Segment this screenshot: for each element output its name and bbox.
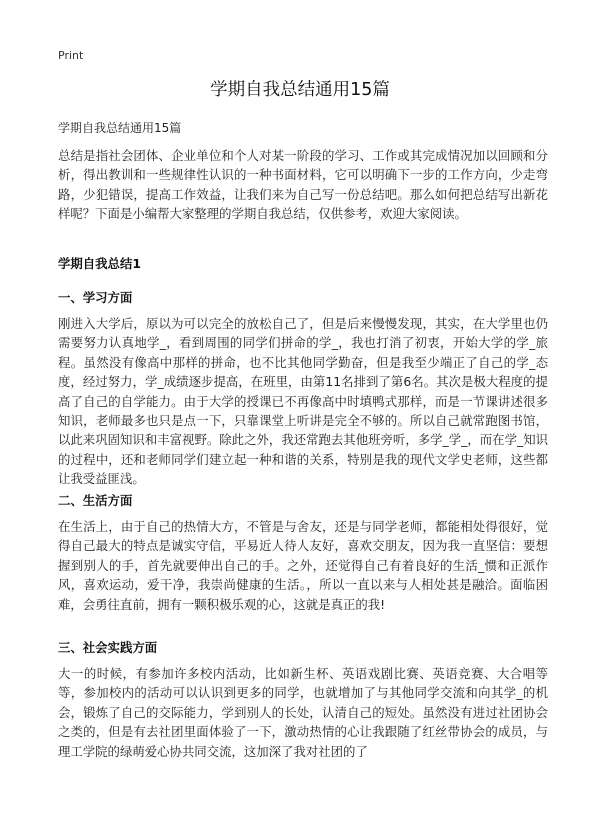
intro-paragraph: 总结是指社会团体、企业单位和个人对某一阶段的学习、工作或其完成情况加以回顾和分析，得出教训和一些规律性认识的一种书面材料，它可以明确下一步的工作方向，少走弯路，少犯错误，提高工作效益，让我们来为自己写一份总结吧。那么如何把总结写出新花样呢？下面是小编帮大家整理的学期自我总结，仅供参考，欢迎大家阅读。	[58, 148, 548, 222]
essay-title: 学期自我总结1	[58, 256, 141, 271]
section-heading-study: 一、学习方面	[58, 290, 133, 305]
section-heading-life: 二、生活方面	[58, 493, 133, 508]
section-body-life: 在生活上，由于自己的热情大方，不管是与舍友，还是与同学老师，都能相处得很好，觉得自己最大的特点是诚实守信，平易近人待人友好，喜欢交朋友，因为我一直坚信：要想握到别人的手，首先就要伸出自己的手。之外，还觉得自己有着良好的生活_惯和正派作风，喜欢运动，爱干净，我崇尚健康的生活。，所以一直以来与人相处甚是融洽。面临困难，会勇往直前，拥有一颗积极乐观的心，这就是真正的我!	[58, 519, 548, 612]
section-body-practice: 大一的时候，有参加许多校内活动，比如新生杯、英语戏剧比赛、英语竞赛、大合唱等等，参加校内的活动可以认识到更多的同学，也就增加了与其他同学交流和向其学_的机会，锻炼了自己的交际能力，学到别人的长处，认清自己的短处。虽然没有进过社团协会之类的，但是有去社团里面体验了一下，激动热情的心让我跟随了红丝带协会的成员，与理工学院的绿萌爱心协共同交流，这加深了我对社团的了	[58, 666, 548, 759]
section-heading-practice: 三、社会实践方面	[58, 640, 158, 655]
print-link[interactable]: Print	[58, 49, 84, 62]
section-body-study: 刚进入大学后，原以为可以完全的放松自己了，但是后来慢慢发现，其实，在大学里也仍需要努力认真地学_，看到周围的同学们拼命的学_，我也打消了初衷，开始大学的学_旅程。虽然没有像高中那样的拼命，也不比其他同学勤奋，但是我至少端正了自己的学_态度，经过努力，学_成绩逐步提高，在班里，由第11名排到了第6名。其次是极大程度的提高了自己的自学能力。由于大学的授课已不再像高中时填鸭式那样，而是一节课讲述很多知识，老师最多也只是点一下，只靠课堂上听讲是完全不够的。所以自己就常跑图书馆，以此来巩固知识和丰富视野。除此之外，我还常跑去其他班旁听，多学_学_，而在学_知识的过程中，还和老师同学们建立起一种和谐的关系，特别是我的现代文学史老师，这些都让我受益匪浅。	[58, 316, 548, 487]
document-subtitle: 学期自我总结通用15篇	[58, 121, 182, 135]
page-title: 学期自我总结通用15篇	[210, 80, 390, 100]
